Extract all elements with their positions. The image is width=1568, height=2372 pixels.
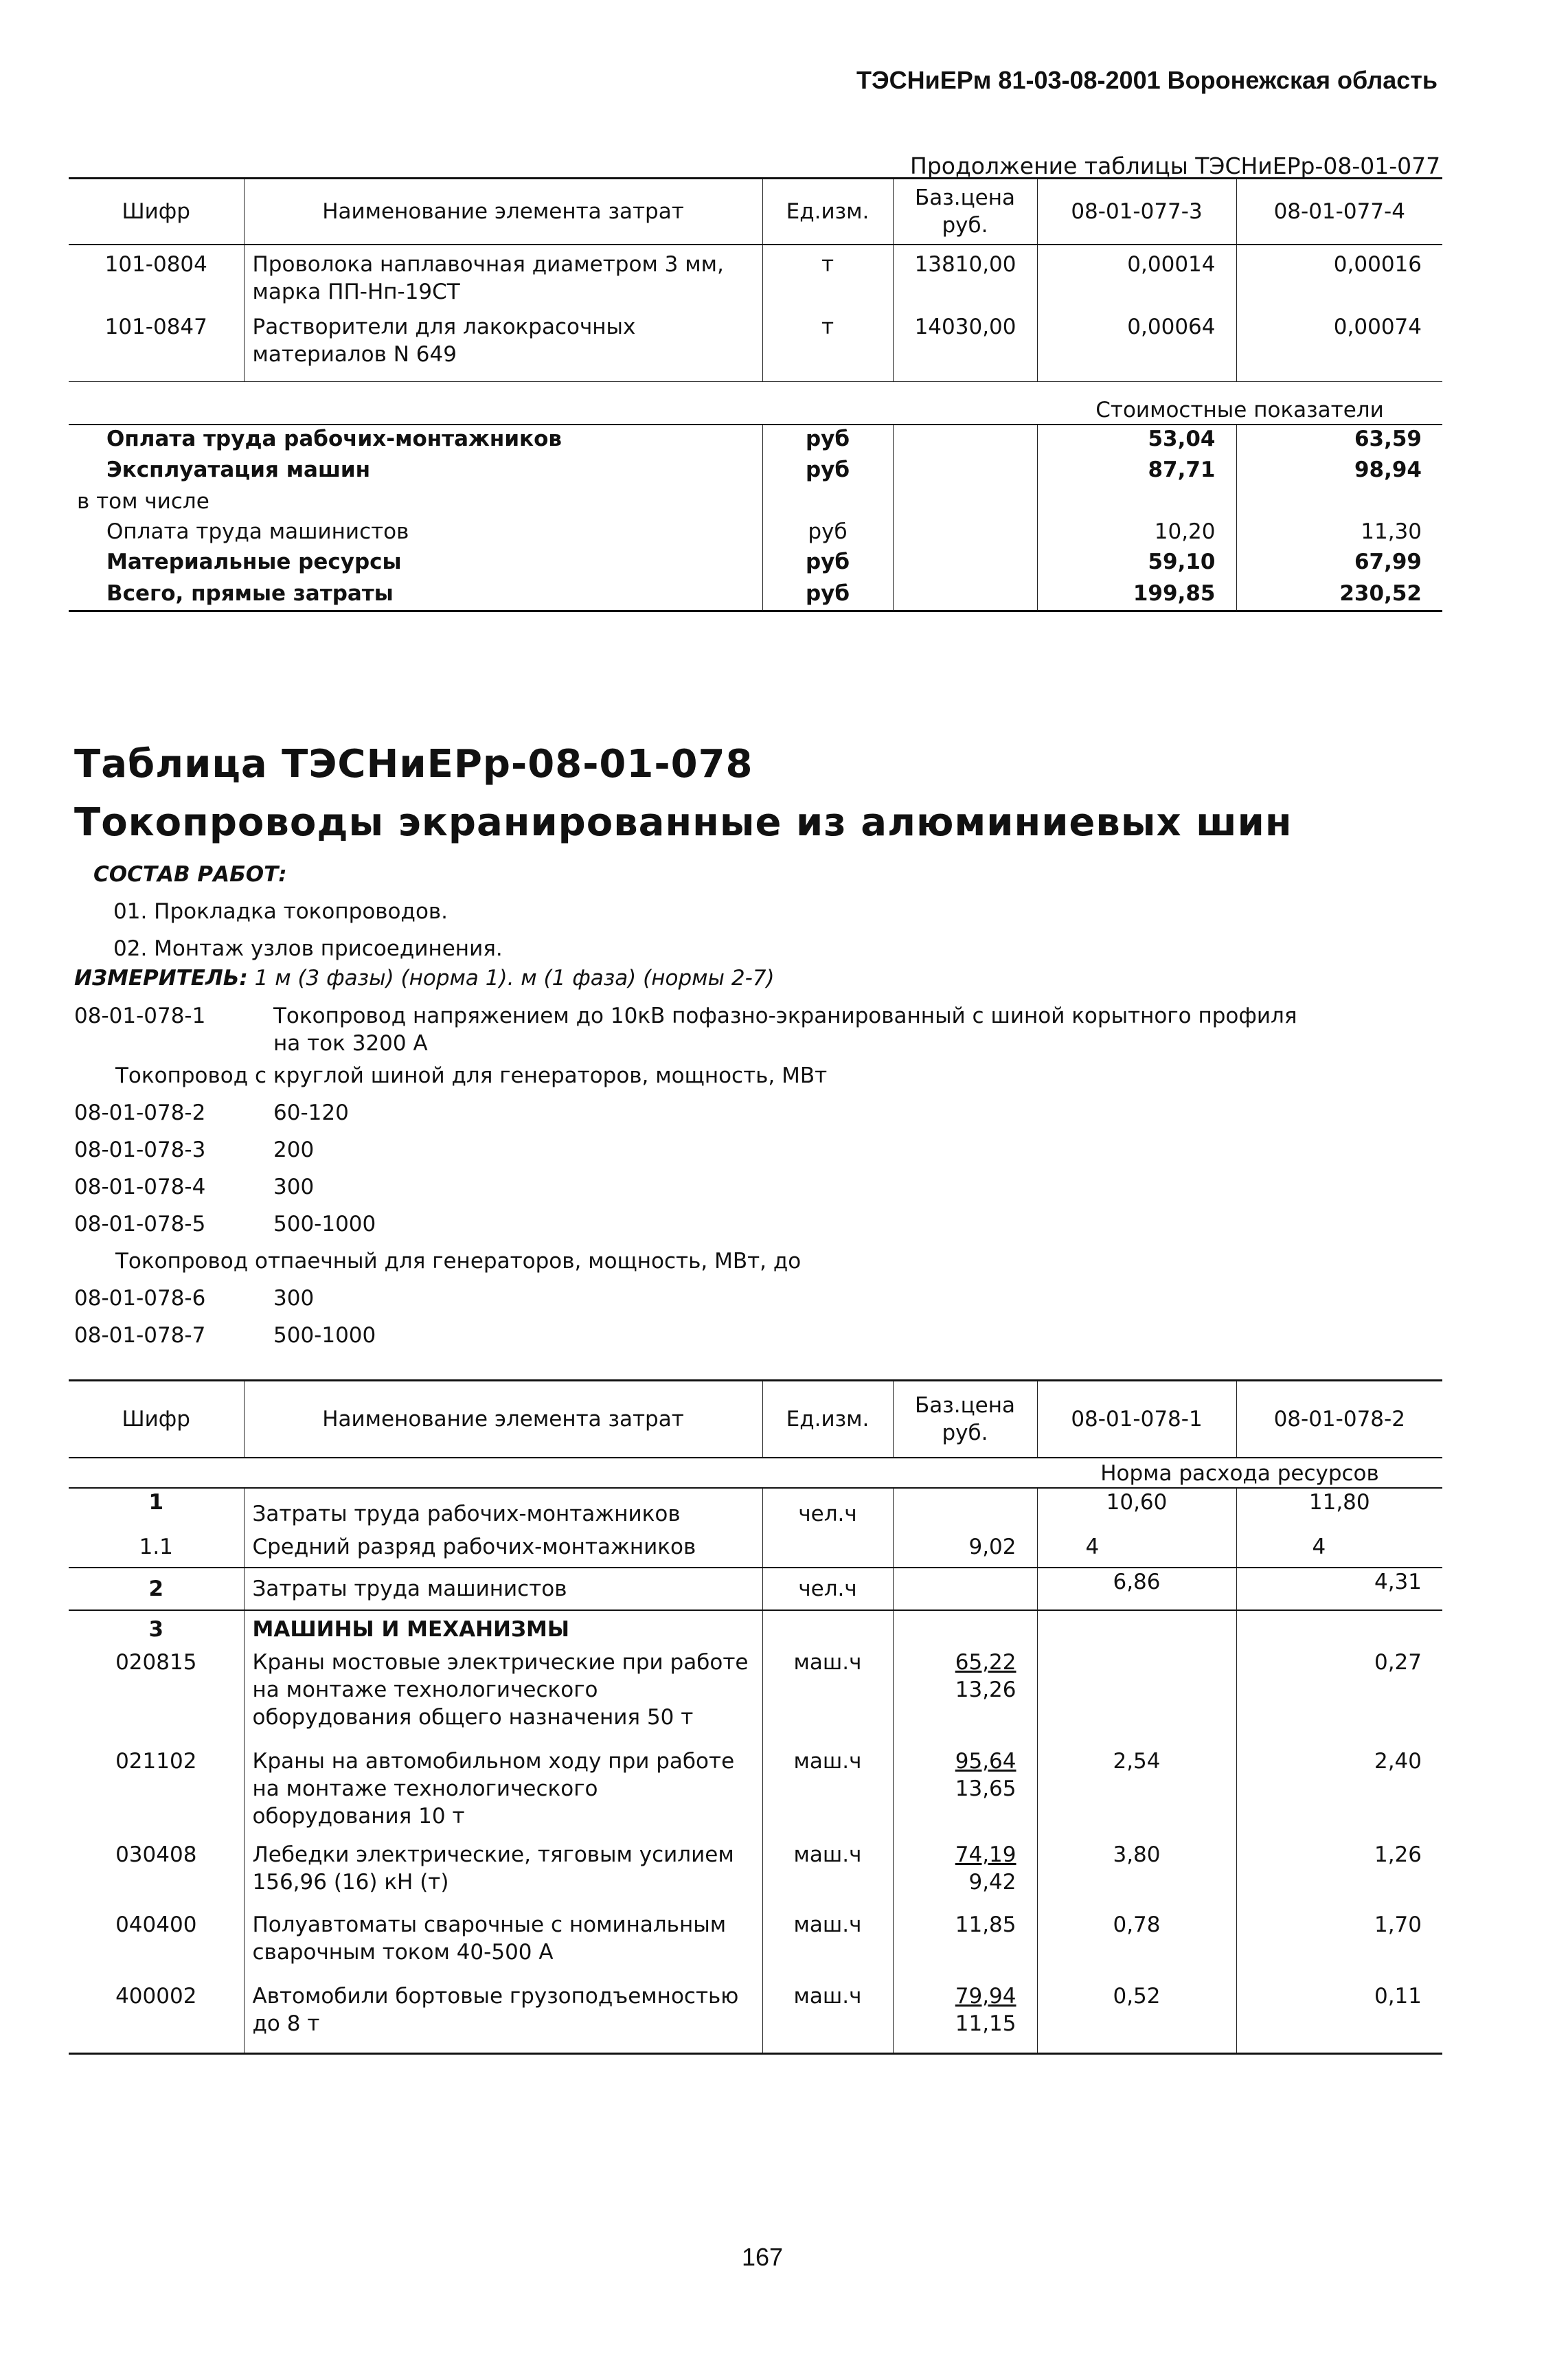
row-price: 9,02 — [893, 1528, 1037, 1568]
cost-row — [69, 548, 1442, 580]
row-col2: 11,80 — [1236, 1488, 1442, 1528]
meter-label: ИЗМЕРИТЕЛЬ: — [74, 966, 248, 991]
row-unit: маш.ч — [762, 1841, 893, 1911]
cost-col2: 230,52 — [1236, 580, 1442, 611]
row-price-secondary: 13,26 — [955, 1677, 1016, 1702]
row-price-cell — [893, 1983, 1037, 2054]
spec-row — [74, 1131, 1448, 1168]
row-name: Затраты труда машинистов — [244, 1568, 762, 1610]
row-name: Растворители для лакокрасочных материалов N 649 — [244, 313, 762, 382]
cost-col1: 53,04 — [1037, 425, 1236, 456]
row-unit: маш.ч — [762, 1748, 893, 1841]
cost-unit: руб — [762, 425, 893, 456]
page-number: 167 — [742, 2243, 784, 2271]
row-price-cell — [893, 1911, 1037, 1983]
row-code: 030408 — [115, 1842, 197, 1867]
row-name: Затраты труда рабочих-монтажников — [244, 1488, 762, 1528]
table-row — [69, 1568, 1442, 1610]
row-code: 2 — [69, 1568, 244, 1610]
header-name: Наименование элемента затрат — [244, 1381, 762, 1458]
row-price-secondary: 11,15 — [955, 2011, 1016, 2036]
row-col1: 0,52 — [1037, 1983, 1236, 2054]
row-code: 400002 — [69, 1983, 244, 2054]
cost-row — [69, 456, 1442, 488]
row-col2: 0,00074 — [1236, 313, 1442, 382]
header-col1: 08-01-077-3 — [1037, 179, 1236, 245]
row-price: 14030,00 — [893, 313, 1037, 382]
row-code: 1.1 — [69, 1528, 244, 1568]
row-code: 020815 — [115, 1649, 197, 1675]
table-header-row — [69, 179, 1442, 245]
row-code: 1 — [148, 1489, 164, 1515]
row-col2: 2,40 — [1236, 1748, 1442, 1841]
row-col1: 3,80 — [1037, 1841, 1236, 1911]
table-row — [69, 1528, 1442, 1568]
meter-line — [74, 966, 775, 991]
spec-row — [74, 1280, 1448, 1317]
spec-group-heading: Токопровод с круглой шиной для генераторов, мощность, МВт — [115, 1063, 828, 1088]
header-unit: Ед.изм. — [762, 179, 893, 245]
row-col2: 4,31 — [1236, 1568, 1442, 1610]
cost-col2: 11,30 — [1236, 518, 1442, 548]
spec-desc: 500-1000 — [273, 1212, 376, 1236]
spec-desc: 300 — [273, 1286, 315, 1311]
spec-desc: 500-1000 — [273, 1323, 376, 1348]
table-header-row — [69, 1381, 1442, 1458]
row-name: Лебедки электрические, тяговым усилием 156,96 (16) кН (т) — [244, 1841, 762, 1911]
row-price-secondary: 13,65 — [955, 1776, 1016, 1801]
row-code: 040400 — [115, 1912, 197, 1937]
cost-unit: руб — [762, 456, 893, 488]
spec-code: 08-01-078-4 — [74, 1175, 206, 1199]
row-name: Краны на автомобильном ходу при работе на монтаже технологического оборудования 10 т — [244, 1748, 762, 1841]
cost-name: в том числе — [77, 488, 209, 514]
cost-col1: 87,71 — [1037, 456, 1236, 488]
header-price: Баз.цена руб. — [893, 1381, 1037, 1458]
spec-code: 08-01-078-6 — [74, 1286, 206, 1311]
table-row — [69, 313, 1442, 382]
cost-row — [69, 580, 1442, 611]
row-col1: 0,00064 — [1037, 313, 1236, 382]
table-continuation-caption: Продолжение таблицы ТЭСНиЕРр-08-01-077 — [910, 153, 1441, 179]
cost-name: Эксплуатация машин — [106, 457, 371, 482]
header-col2: 08-01-078-2 — [1236, 1381, 1442, 1458]
table-row — [69, 1610, 1442, 1649]
table-row — [69, 1911, 1442, 1983]
row-code: 101-0804 — [104, 251, 207, 277]
spec-code: 08-01-078-3 — [74, 1138, 206, 1162]
meter-value: 1 м (3 фазы) (норма 1). м (1 фаза) (нормы 2-7) — [254, 966, 775, 991]
cost-name: Оплата труда машинистов — [106, 519, 409, 544]
row-col1: 0,00014 — [1037, 245, 1236, 313]
spec-row — [74, 1206, 1448, 1243]
row-unit: т — [762, 313, 893, 382]
row-price-cell — [893, 1649, 1037, 1748]
row-price — [893, 1568, 1037, 1610]
row-col2: 1,70 — [1236, 1911, 1442, 1983]
spec-code: 08-01-078-5 — [74, 1212, 206, 1236]
table-row — [69, 1841, 1442, 1911]
work-composition-heading: СОСТАВ РАБОТ: — [93, 862, 287, 887]
spec-desc: Токопровод напряжением до 10кВ пофазно-экранированный с шиной корытного профиля на ток 3200 А — [273, 1004, 1297, 1056]
spec-desc: 200 — [273, 1138, 315, 1162]
table-row — [69, 1748, 1442, 1841]
row-price: 11,85 — [955, 1912, 1016, 1937]
row-price-secondary: 9,42 — [968, 1869, 1016, 1895]
spec-group-heading: Токопровод отпаечный для генераторов, мощность, МВт, до — [115, 1249, 802, 1274]
row-name: Средний разряд рабочих-монтажников — [244, 1528, 762, 1568]
table-row — [69, 1649, 1442, 1748]
header-price: Баз.цена руб. — [893, 179, 1037, 245]
row-price-cell — [893, 1841, 1037, 1911]
row-col2: 1,26 — [1236, 1841, 1442, 1911]
cost-row — [69, 518, 1442, 548]
row-unit: маш.ч — [762, 1983, 893, 2054]
row-code: 021102 — [115, 1748, 197, 1774]
row-col1: 0,78 — [1037, 1911, 1236, 1983]
spec-desc: 300 — [273, 1175, 315, 1199]
spec-row — [74, 997, 1448, 1057]
cost-unit: руб — [762, 580, 893, 611]
resource-table-077 — [69, 177, 1442, 612]
header-code: Шифр — [69, 179, 244, 245]
spec-desc: 60-120 — [273, 1100, 349, 1125]
cost-col1: 10,20 — [1037, 518, 1236, 548]
row-section-name: МАШИНЫ И МЕХАНИЗМЫ — [244, 1610, 762, 1649]
table-subtitle: Токопроводы экранированные из алюминиевых шин — [74, 800, 1293, 845]
cost-row — [69, 425, 1442, 456]
row-unit: чел.ч — [762, 1568, 893, 1610]
work-item: 02. Монтаж узлов присоединения. — [113, 936, 503, 961]
header-unit: Ед.изм. — [762, 1381, 893, 1458]
header-col1: 08-01-078-1 — [1037, 1381, 1236, 1458]
cost-col2: 63,59 — [1236, 425, 1442, 456]
norm-header-row — [69, 1458, 1442, 1488]
row-name: Краны мостовые электрические при работе на монтаже технологического оборудования общего назначения 50 т — [244, 1649, 762, 1748]
row-name: Автомобили бортовые грузоподъемностью до 8 т — [244, 1983, 762, 2054]
cost-col1: 199,85 — [1037, 580, 1236, 611]
cost-unit: руб — [762, 518, 893, 548]
row-price-cell — [893, 1748, 1037, 1841]
row-unit: чел.ч — [762, 1488, 893, 1528]
cost-col2: 98,94 — [1236, 456, 1442, 488]
cost-row — [69, 488, 1442, 518]
spec-row — [74, 1317, 1448, 1354]
row-col1: 10,60 — [1037, 1488, 1236, 1528]
row-code: 101-0847 — [104, 314, 207, 339]
cost-name: Материальные ресурсы — [106, 549, 402, 574]
row-col1 — [1037, 1649, 1236, 1748]
row-code: 3 — [148, 1617, 164, 1642]
row-col1: 6,86 — [1037, 1568, 1236, 1610]
header-code: Шифр — [69, 1381, 244, 1458]
spec-code: 08-01-078-2 — [74, 1100, 206, 1125]
spec-row — [74, 1094, 1448, 1131]
cost-indicators-heading: Стоимостные показатели — [1037, 382, 1442, 425]
resource-table-078 — [69, 1379, 1442, 2055]
row-price: 95,64 — [955, 1748, 1016, 1774]
header-col2: 08-01-077-4 — [1236, 179, 1442, 245]
row-price: 79,94 — [955, 1983, 1016, 2009]
cost-header-row — [69, 382, 1442, 425]
row-col1: 2,54 — [1037, 1748, 1236, 1841]
row-unit: т — [762, 245, 893, 313]
cost-unit: руб — [762, 548, 893, 580]
cost-name: Всего, прямые затраты — [69, 580, 762, 611]
row-unit: маш.ч — [762, 1911, 893, 1983]
row-name: Проволока наплавочная диаметром 3 мм, марка ПП-Нп-19СТ — [244, 245, 762, 313]
row-name: Полуавтоматы сварочные с номинальным сварочным током 40-500 А — [244, 1911, 762, 1983]
row-unit — [762, 1528, 893, 1568]
work-item: 01. Прокладка токопроводов. — [113, 899, 448, 924]
spec-code: 08-01-078-1 — [74, 1004, 206, 1028]
header-name: Наименование элемента затрат — [244, 179, 762, 245]
cost-name: Оплата труда рабочих-монтажников — [106, 426, 562, 451]
table-row — [69, 245, 1442, 313]
table-title: Таблица ТЭСНиЕРр-08-01-078 — [74, 742, 753, 787]
table-row — [69, 1488, 1442, 1528]
row-price: 13810,00 — [893, 245, 1037, 313]
row-col1: 4 — [1037, 1528, 1236, 1568]
norm-consumption-heading: Норма расхода ресурсов — [1037, 1458, 1442, 1488]
running-header: ТЭСНиЕРм 81-03-08-2001 Воронежская область — [856, 66, 1438, 94]
work-items-list — [113, 893, 503, 967]
cost-col1: 59,10 — [1037, 548, 1236, 580]
row-col2: 4 — [1236, 1528, 1442, 1568]
cost-col2: 67,99 — [1236, 548, 1442, 580]
table-row — [69, 1983, 1442, 2054]
row-price — [893, 1488, 1037, 1528]
norm-spec-list — [74, 997, 1448, 1354]
spec-code: 08-01-078-7 — [74, 1323, 206, 1348]
row-price: 65,22 — [955, 1649, 1016, 1675]
spec-row — [74, 1168, 1448, 1206]
row-col2: 0,11 — [1236, 1983, 1442, 2054]
row-col2: 0,27 — [1236, 1649, 1442, 1748]
row-price: 74,19 — [955, 1842, 1016, 1867]
row-col2: 0,00016 — [1236, 245, 1442, 313]
row-unit: маш.ч — [762, 1649, 893, 1748]
